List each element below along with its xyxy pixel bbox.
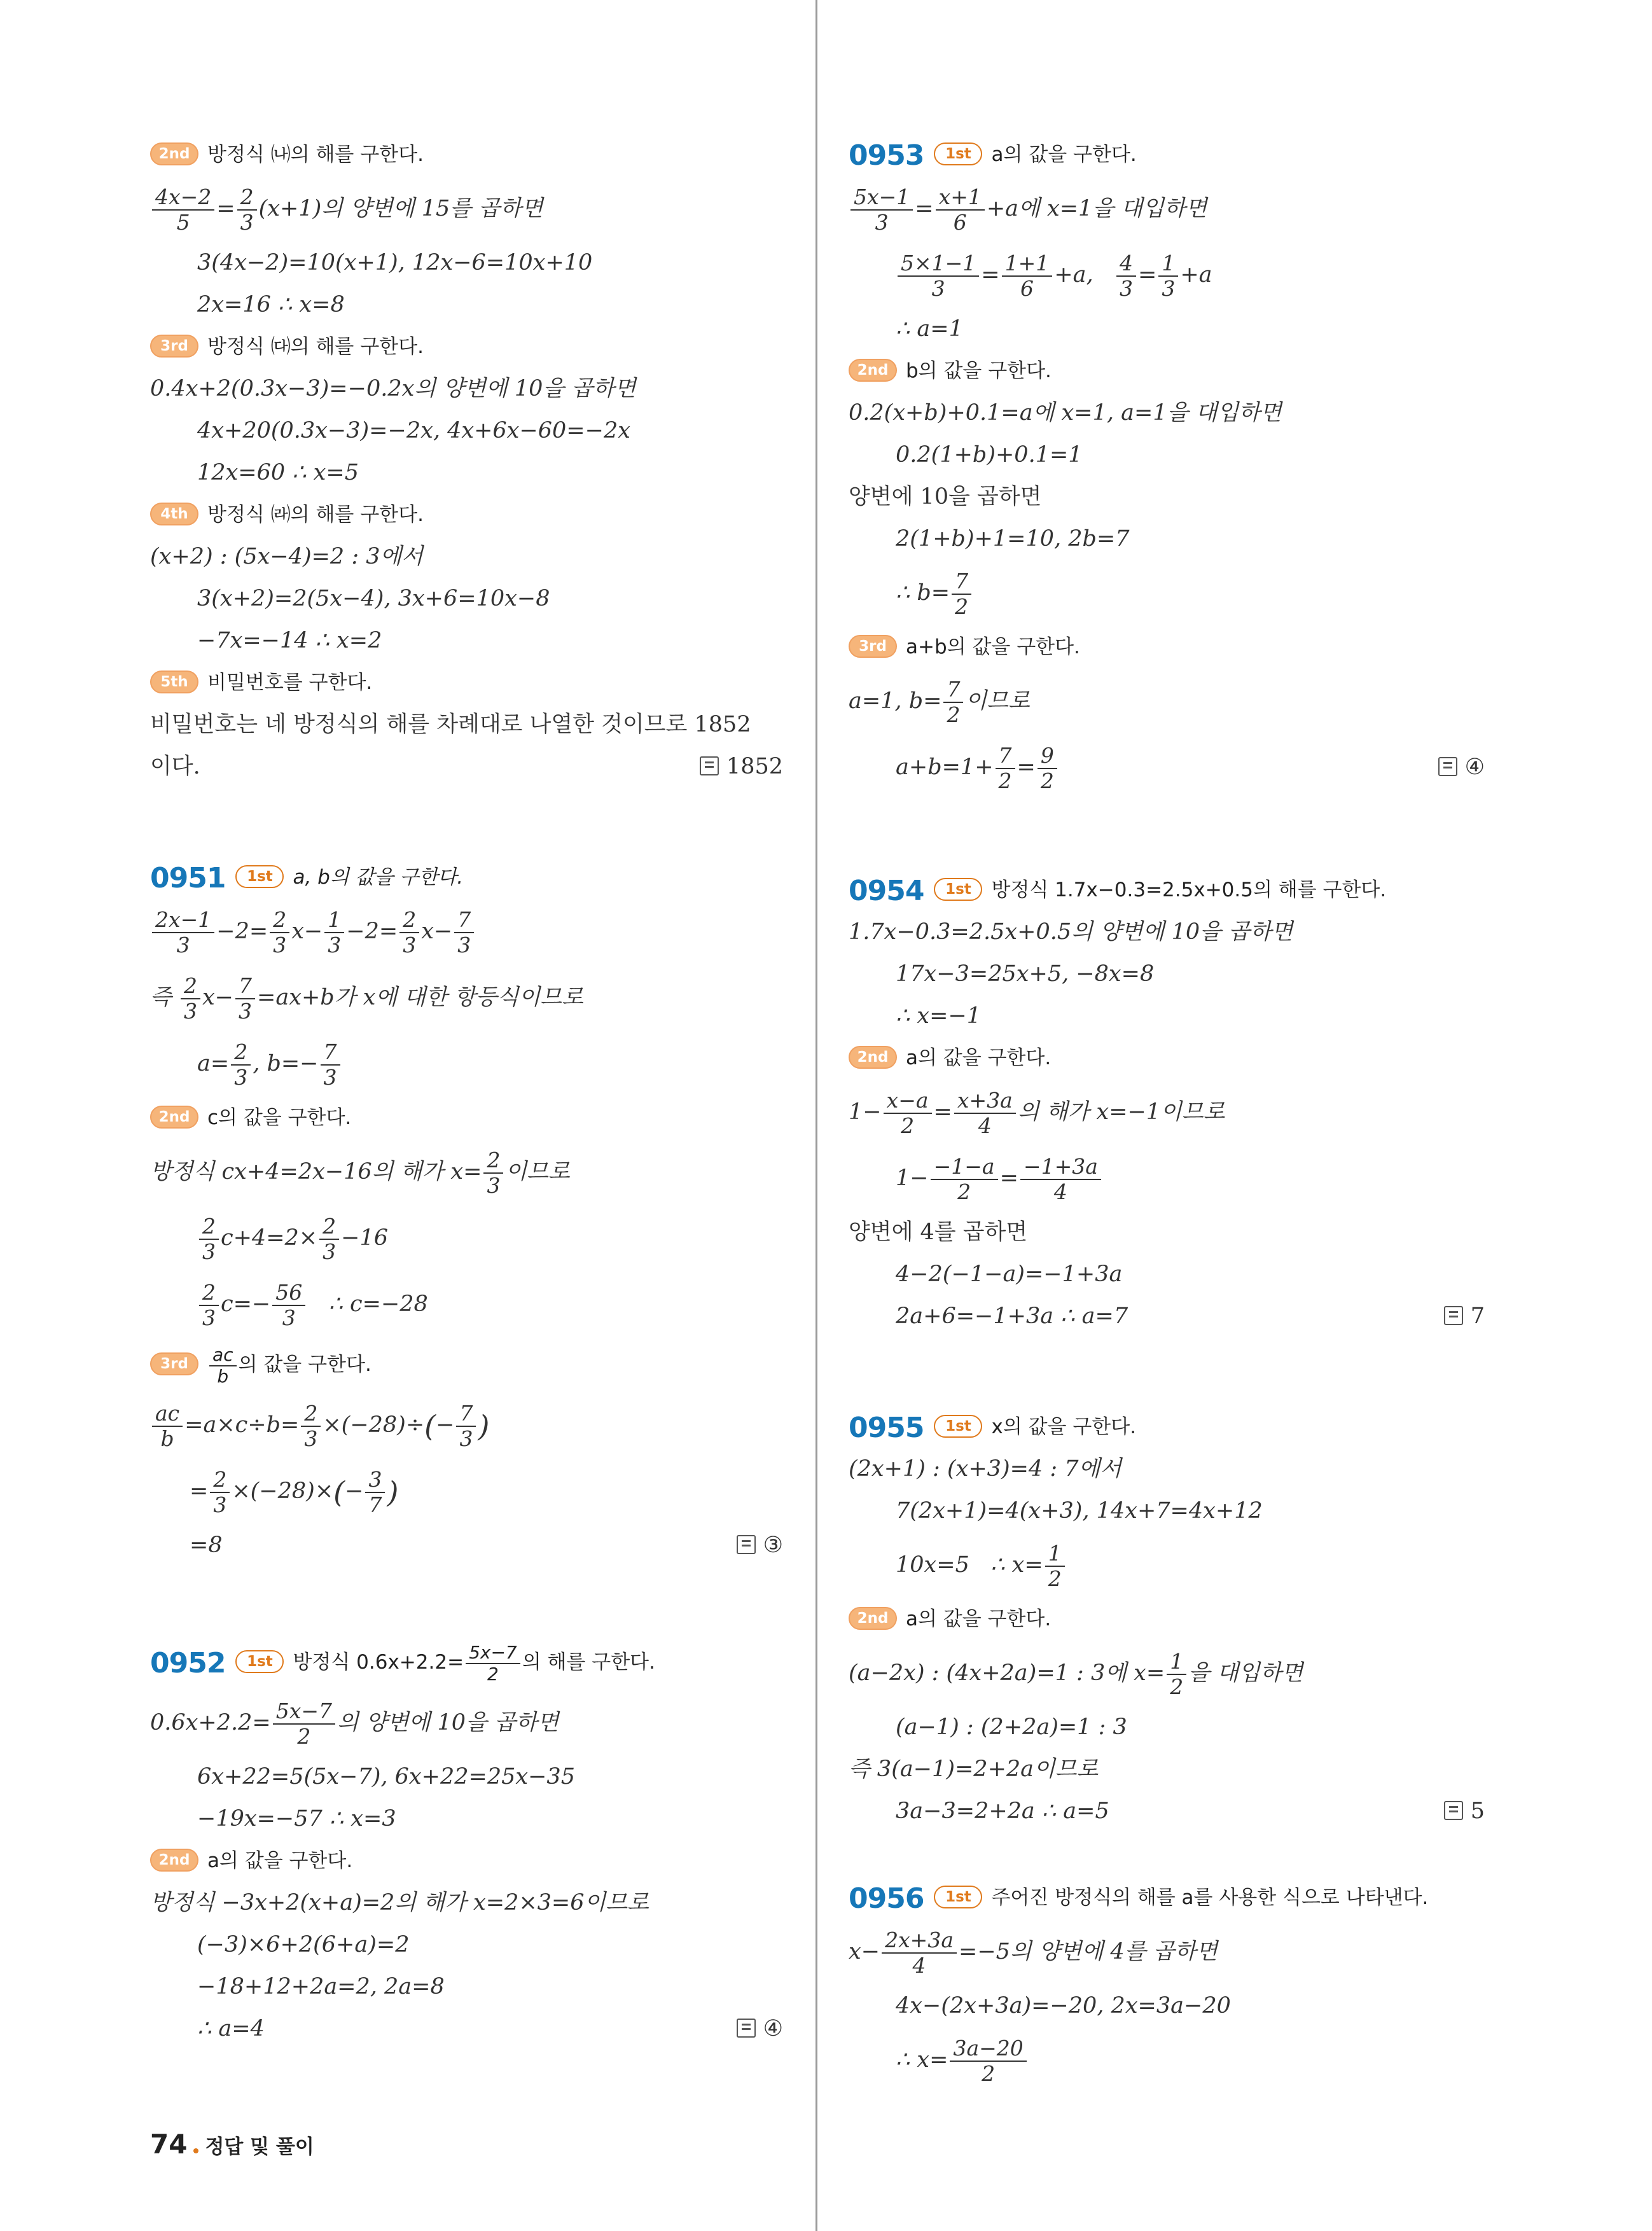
equation-line: 즉 $\frac{2}{3}$ x− $\frac{7}{3}$ =ax+b가 x에 대한 항등식이므로	[150, 973, 583, 1024]
step-2nd	[150, 134, 783, 176]
equation-line: 1− $\frac{-1-a}{2}$ = $\frac{-1+3a}{4}$	[849, 1145, 1485, 1211]
problem-number: 0955	[849, 1411, 924, 1444]
answer-icon	[1444, 1306, 1463, 1325]
equation-line: 7(2x+1)=4(x+3), 14x+7=4x+12	[896, 1498, 1263, 1524]
equation-line: 10x=5 ∴ x= $\frac{1}{2}$	[849, 1532, 1485, 1598]
answer	[1444, 1295, 1485, 1337]
problem-header	[849, 869, 1485, 911]
step-title: a의 값을 구한다.	[906, 1608, 1052, 1630]
equation-line: (a−1) : (2+2a)=1 : 3	[896, 1714, 1127, 1740]
step-badge: 4th	[150, 503, 198, 525]
equation-line: $\frac{2}{3}$ c=− $\frac{56}{3}$ ∴ c=−28	[150, 1271, 783, 1337]
answer	[1444, 1790, 1485, 1832]
problem-header	[849, 1406, 1485, 1448]
step-badge: 3rd	[849, 635, 897, 658]
answer-icon	[1438, 757, 1457, 776]
equation-line: ∴ b= $\frac{7}{2}$	[849, 560, 1485, 626]
equation-line: a= $\frac{2}{3}$ , b=− $\frac{7}{3}$	[150, 1031, 783, 1097]
step-title: b의 값을 구한다.	[906, 359, 1052, 382]
equation-line: 3a−3=2+2a ∴ a=5 5	[849, 1790, 1485, 1832]
equation-line: 4x+20(0.3x−3)=−2x, 4x+6x−60=−2x	[197, 418, 630, 443]
step-title: a의 값을 구한다.	[991, 143, 1137, 166]
equation-line: ∴ x= $\frac{3a-20}{2}$	[849, 2027, 1485, 2093]
equation-line: 6x+22=5(5x−7), 6x+22=25x−35	[197, 1764, 575, 1790]
problem-number: 0952	[150, 1646, 226, 1679]
step-2nd	[849, 1598, 1485, 1640]
text-line: 양변에 10을 곱하면	[849, 484, 1042, 510]
equation-line: x− $\frac{2x+3a}{4}$ =−5의 양변에 4를 곱하면	[849, 1927, 1218, 1978]
page-footer	[150, 2129, 314, 2160]
equation-line: 2(1+b)+1=10, 2b=7	[896, 526, 1130, 552]
step-badge: 2nd	[849, 1607, 897, 1630]
step-3rd: 3rd $\frac{ac}{b}$ 의 값을 구한다.	[150, 1337, 783, 1392]
equation-line: ∴ x=−1	[896, 1003, 982, 1029]
step-title: a의 값을 구한다.	[207, 1849, 353, 1872]
solution-0956	[849, 1877, 1485, 2093]
step-title: 방정식 ㈐의 해를 구한다.	[207, 335, 424, 358]
step-title: a+b의 값을 구한다.	[906, 636, 1080, 658]
equation-line: 1.7x−0.3=2.5x+0.5의 양변에 10을 곱하면	[849, 919, 1293, 945]
equation-line: −19x=−57 ∴ x=3	[197, 1806, 396, 1831]
footer-dot	[193, 2148, 198, 2153]
step-title: 방정식 1.7x−0.3=2.5x+0.5의 해를 구한다.	[991, 879, 1387, 901]
answer-value: ④	[1464, 754, 1485, 780]
step-2nd	[150, 1097, 783, 1139]
fraction: $\frac{2}{3}$	[237, 185, 257, 235]
step-4th	[150, 494, 783, 536]
equation-line: 1− $\frac{x-a}{2}$ = $\frac{x+3a}{4}$ 의 해가 x=−1이므로	[849, 1087, 1225, 1138]
step-badge: 2nd	[150, 142, 198, 165]
step-badge: 3rd	[150, 335, 198, 358]
equation-line: 17x−3=25x+5, −8x=8	[896, 961, 1155, 987]
step-badge: 3rd	[150, 1352, 198, 1375]
step-title: 주어진 방정식의 해를 a를 사용한 식으로 나타낸다.	[991, 1886, 1429, 1909]
equation-line: −18+12+2a=2, 2a=8	[197, 1974, 445, 1999]
text-line: 비밀번호는 네 방정식의 해를 차례대로 나열한 것이므로 1852	[150, 712, 751, 737]
equation-line: 12x=60 ∴ x=5	[197, 460, 359, 485]
equation-line: (2x+1) : (x+3)=4 : 7에서	[849, 1456, 1122, 1482]
step-2nd	[849, 350, 1485, 392]
step-title: 방정식 ㈏의 해를 구한다.	[207, 143, 424, 166]
right-column	[849, 134, 1485, 2093]
answer	[737, 2008, 783, 2050]
problem-header: 0952 1st 방정식 0.6x+2.2= $\frac{5x-7}{2}$ 의 해를 구한다.	[150, 1641, 655, 1685]
answer-icon	[1444, 1801, 1463, 1820]
problem-header	[849, 134, 1485, 176]
equation-line: = $\frac{2}{3}$ ×(−28)×(− $\frac{3}{7}$ )	[190, 1466, 399, 1517]
step-5th	[150, 662, 783, 704]
equation-line: 0.2(1+b)+0.1=1	[896, 442, 1083, 468]
column-divider	[816, 0, 817, 2231]
solution-0951	[150, 856, 783, 1566]
answer-value: ③	[763, 1533, 783, 1558]
equation-line: $\frac{2x-1}{3}$ −2= $\frac{2}{3}$ x− $\frac{1}{3}$ −2= $\frac{2}{3}$ x− $\frac{7}{3}$	[150, 898, 783, 964]
equation-line: =8 ③	[150, 1524, 783, 1566]
answer-value: 7	[1470, 1303, 1485, 1329]
step-title: c의 값을 구한다.	[207, 1106, 352, 1129]
step-badge: 5th	[150, 671, 198, 693]
answer-value: 1852	[726, 754, 783, 779]
equation-line: ∴ a=1	[896, 316, 963, 342]
equation-line: $\frac{4x-2}{5}$ = $\frac{2}{3}$ (x+1)의 양변에 15를 곱하면	[150, 176, 783, 242]
equation-line: $\frac{ac}{b}$ =a×c÷b= $\frac{2}{3}$ ×(−28)÷(− $\frac{7}{3}$ )	[150, 1392, 783, 1458]
equation-line: $\frac{2}{3}$ c+4=2× $\frac{2}{3}$ −16	[150, 1205, 783, 1271]
step-badge: 2nd	[849, 359, 897, 382]
step-title: 비밀번호를 구한다.	[207, 671, 373, 694]
answer	[737, 1524, 783, 1566]
step-badge: 2nd	[150, 1106, 198, 1129]
equation-line: a+b=1+ $\frac{7}{2}$ = $\frac{9}{2}$ ④	[849, 734, 1485, 800]
step-badge: 2nd	[849, 1046, 897, 1069]
equation-line: (a−2x) : (4x+2a)=1 : 3에 x= $\frac{1}{2}$ 을 대입하면	[849, 1648, 1303, 1699]
problem-number: 0951	[150, 861, 226, 894]
answer	[1438, 734, 1485, 800]
equation-line: 2a+6=−1+3a ∴ a=7 7	[849, 1295, 1485, 1337]
answer	[700, 746, 783, 788]
step-2nd	[150, 1840, 783, 1882]
problem-number: 0954	[849, 874, 924, 907]
step-badge: 1st	[934, 1415, 982, 1438]
equation-line: (−3)×6+2(6+a)=2	[197, 1932, 410, 1957]
answer-value: ④	[763, 2016, 783, 2041]
equation-line: 3(x+2)=2(5x−4), 3x+6=10x−8	[197, 586, 550, 611]
left-column	[150, 134, 783, 2050]
equation-line: ∴ a=4 ④	[150, 2008, 783, 2050]
answer-value: 5	[1470, 1798, 1485, 1824]
equation-line: 4x−(2x+3a)=−20, 2x=3a−20	[896, 1993, 1231, 2019]
equation-line: 방정식 cx+4=2x−16의 해가 x= $\frac{2}{3}$ 이므로	[150, 1147, 570, 1198]
equation-line: $\frac{5x-1}{3}$ = $\frac{x+1}{6}$ +a에 x=1을 대입하면	[849, 176, 1485, 242]
step-badge: 1st	[235, 1650, 284, 1673]
step-title: a의 값을 구한다.	[906, 1046, 1052, 1069]
step-badge: 1st	[934, 878, 982, 901]
step-badge: 1st	[934, 142, 982, 165]
problem-header	[849, 1877, 1485, 1919]
footer-label: 정답 및 풀이	[205, 2136, 314, 2158]
equation-line: 3(4x−2)=10(x+1), 12x−6=10x+10	[197, 250, 593, 275]
solution-0954	[849, 869, 1485, 1337]
answer-icon	[700, 756, 719, 775]
problem-header	[150, 856, 783, 898]
equation-line: 0.2(x+b)+0.1=a에 x=1, a=1을 대입하면	[849, 400, 1282, 426]
solution-0953	[849, 134, 1485, 800]
equation-line: 0.4x+2(0.3x−3)=−0.2x의 양변에 10을 곱하면	[150, 376, 636, 401]
equation-line: a=1, b= $\frac{7}{2}$ 이므로	[849, 676, 1030, 727]
step-badge: 1st	[934, 1886, 982, 1908]
equation-line: $\frac{5\times 1-1}{3}$ = $\frac{1+1}{6}$ +a, $\frac{4}{3}$ = $\frac{1}{3}$ +a	[849, 242, 1485, 308]
equation-line: 2x=16 ∴ x=8	[197, 292, 345, 317]
step-title: x의 값을 구한다.	[991, 1415, 1137, 1438]
step-badge: 1st	[235, 865, 284, 888]
equation-line: 4−2(−1−a)=−1+3a	[896, 1261, 1123, 1287]
equation-line: 방정식 −3x+2(x+a)=2의 해가 x=2×3=6이므로	[150, 1890, 649, 1915]
solution-0950	[150, 134, 783, 788]
equation-line: 즉 3(a−1)=2+2a이므로	[849, 1756, 1099, 1782]
text-line: 이다. 1852	[150, 746, 783, 788]
equation-line: (x+2) : (5x−4)=2 : 3에서	[150, 544, 424, 569]
step-title: a, b의 값을 구한다.	[293, 866, 464, 889]
equation-line: −7x=−14 ∴ x=2	[197, 628, 382, 653]
step-2nd	[849, 1037, 1485, 1079]
solution-0955	[849, 1406, 1485, 1832]
step-3rd	[849, 626, 1485, 668]
text-line: 양변에 4를 곱하면	[849, 1220, 1028, 1245]
solution-0952	[150, 1635, 783, 2050]
answer-icon	[737, 1535, 756, 1554]
step-title: 의 값을 구한다.	[238, 1353, 371, 1376]
page-number: 74	[150, 2129, 188, 2160]
step-3rd	[150, 326, 783, 368]
problem-number: 0953	[849, 139, 924, 172]
step-title: 방정식 ㈑의 해를 구한다.	[207, 503, 424, 526]
step-badge: 2nd	[150, 1849, 198, 1872]
answer-icon	[737, 2019, 756, 2038]
fraction: $\frac{4x-2}{5}$	[152, 185, 214, 235]
problem-number: 0956	[849, 1882, 924, 1915]
equation-line: 0.6x+2.2= $\frac{5x-7}{2}$ 의 양변에 10을 곱하면	[150, 1698, 559, 1749]
